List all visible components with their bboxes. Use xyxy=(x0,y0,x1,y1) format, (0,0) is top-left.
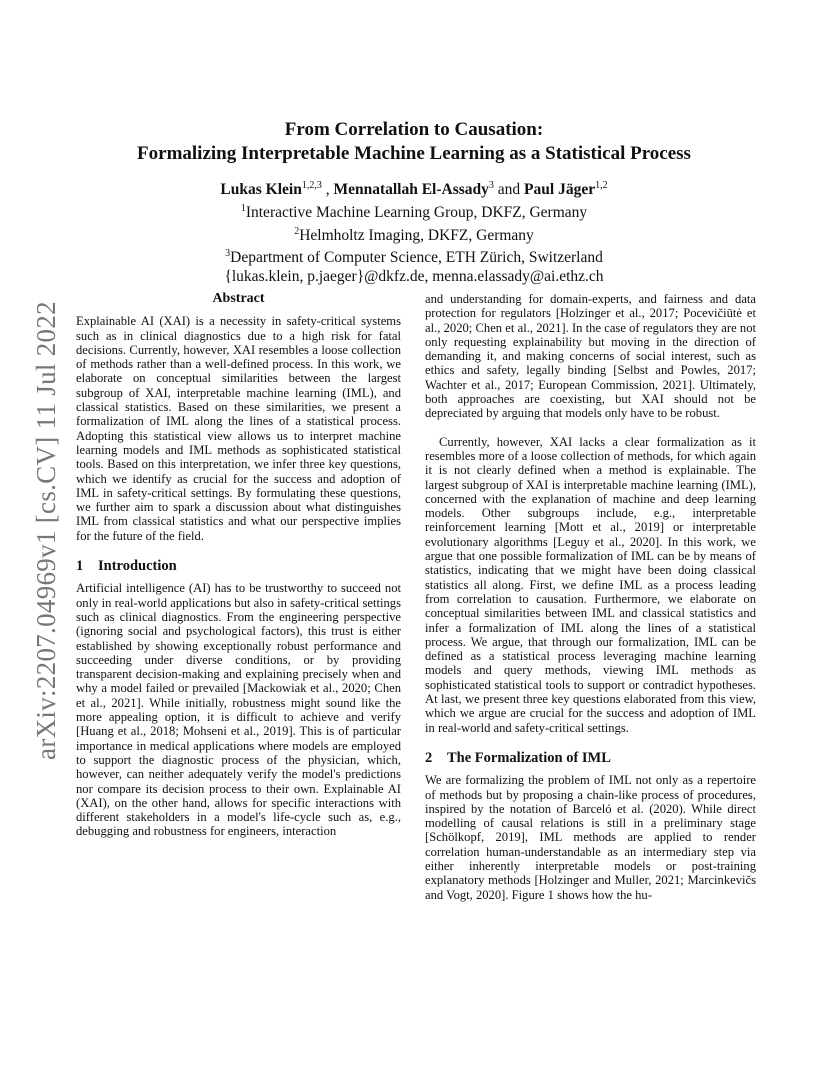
formalization-paragraph-1: We are formalizing the problem of IML not only as a repertoire of methods but by proposing a chain-like process of procedures, inspired by the notation of Barceló et al. (2020). While direct modelling of causal relations is still in a preliminary stage [Schölkopf, 2019], IML methods are applied to render correlation human-understandable as an intermediary step via either inherently interpretable models or post-training explanatory methods [Holzinger and Muller, 2021; Marcinkevičs and Vogt, 2020]. Figure 1 shows how the hu- xyxy=(425,773,756,902)
author-emails: {lukas.klein, p.jaeger}@dkfz.de, menna.elassady@ai.ethz.ch xyxy=(224,268,604,286)
affiliation-mark: 1 xyxy=(240,203,246,215)
arxiv-side-stamp xyxy=(6,300,86,760)
section-number: 2 xyxy=(425,749,433,766)
paper-header xyxy=(80,118,748,287)
author-list xyxy=(80,176,748,200)
arxiv-identifier: arXiv:2207.04969v1 [cs.CV] 11 Jul 2022 xyxy=(30,300,61,760)
affiliation xyxy=(80,245,748,268)
abstract-heading: Abstract xyxy=(212,291,265,306)
right-column xyxy=(425,292,756,902)
affiliation-text: Interactive Machine Learning Group, DKFZ, Germany xyxy=(245,204,588,222)
section-number: 1 xyxy=(76,558,84,575)
affiliation xyxy=(80,223,748,246)
author-name: Lukas Klein xyxy=(220,181,302,199)
introduction-paragraph-1-continued: and understanding for domain-experts, and fairness and data protection for regulators [Holzinger et al., 2017; Pocevičiūtė et al., 2020; Chen et al., 2021]. In the case of regulators they are not only requesting explainability but moving in the direction of demanding it, and making concerns of social interest, such as ethics and safety, legally binding [Selbst and Powles, 2017; Wachter et al., 2017; European Commission, 2021]. Ultimately, both approaches are coexisting, but XAI should not be depreciated by arguing that models only have to be robust. xyxy=(425,292,756,421)
paper-title-line-2: Formalizing Interpretable Machine Learning as a Statistical Process xyxy=(137,143,691,164)
author-name: Mennatallah El-Assady xyxy=(333,181,489,199)
abstract-body: Explainable AI (XAI) is a necessity in safety-critical systems such as in clinical diagnostics due to a high risk for fatal decisions. Currently, however, XAI resembles a loose collection of methods rather than a well-defined process. In this work, we elaborate on conceptual similarities between the largest subgroup of XAI, interpretable machine learning (IML), and classical statistics. Based on these similarities, we present a formalization of IML along the lines of a statistical process. Adopting this statistical view allows us to interpret machine learning models and IML methods as sophisticated statistical tools. Based on this interpretation, we infer three key questions, which we identify as crucial for the success and adoption of IML in safety-critical settings. By formulating these questions, we further aim to spark a discussion about what distinguishes IML from classical statistics and what our perspective implies for the future of the field. xyxy=(76,314,401,543)
section-heading-introduction xyxy=(76,559,401,573)
section-heading-formalization xyxy=(425,751,756,765)
author-affiliation-mark: 1,2 xyxy=(595,180,608,191)
affiliation-text: Department of Computer Science, ETH Zürich, Switzerland xyxy=(230,249,603,267)
introduction-paragraph-1: Artificial intelligence (AI) has to be trustworthy to succeed not only in real-world applications but also in safety-critical settings such as clinical diagnostics. From the engineering perspective (ignoring social and psychological factors), this trust is either established by showing exceptionally robust performance and succeeding under diverse conditions, or by providing transparent decision-making and explaining precisely when and why a model failed or prevailed [Mackowiak et al., 2020; Chen et al., 2021]. While initially, robustness might sound like the more appealing option, it is difficult to achieve and verify [Huang et al., 2018; Mohseni et al., 2019]. This is of particular importance in medical applications where models are employed to support the diagnostic process of the physician, which, however, can neither adequately verify the model's predictions nor compare its decision process to their own. Explainable AI (XAI), on the other hand, allows for specific interactions with different stakeholders in a model's life-cycle such as, e.g., debugging and robustness for engineers, interaction xyxy=(76,581,401,839)
affiliation xyxy=(80,200,748,223)
section-title: The Formalization of IML xyxy=(447,749,611,766)
author-affiliation-mark: 3 xyxy=(488,180,494,191)
affiliation-mark: 2 xyxy=(294,225,300,237)
author-separator: and xyxy=(493,181,525,199)
affiliation-text: Helmholtz Imaging, DKFZ, Germany xyxy=(299,226,534,244)
left-column xyxy=(76,292,401,839)
author-separator: , xyxy=(321,181,334,199)
author-name: Paul Jäger xyxy=(524,181,596,199)
author-affiliation-mark: 1,2,3 xyxy=(301,180,322,191)
paper-title-line-1: From Correlation to Causation: xyxy=(284,119,544,140)
introduction-paragraph-2: Currently, however, XAI lacks a clear formalization as it resembles more of a loose collection of methods, for which again it is not clearly defined when a method is explainable. The largest subgroup of XAI is interpretable machine learning (IML), concerned with the explanation of machine and deep learning models. Other subgroups include, e.g., interpretable reinforcement learning [Mott et al., 2019] or interpretable evolutionary algorithms [Leguy et al., 2020]. In this work, we argue that one possible formalization of IML can be by means of statistics, indicating that we might have been doing classical statistics all along. First, we define IML as a process leading from correlation to causation. Furthermore, we elaborate on conceptual similarities between IML and classical statistics and infer a formalization of IML along the lines of a statistical process. We argue, that through our formalization, IML can be defined as a statistical process leveraging machine learning models and query methods, viewing IML methods as sophisticated statistical tools to support or contradict hypotheses. At last, we present three key questions elaborated from this view, which we argue are crucial for the success and adoption of IML in real-world and safety-critical settings. xyxy=(425,434,756,735)
section-title: Introduction xyxy=(98,558,177,575)
affiliation-mark: 3 xyxy=(225,248,231,260)
